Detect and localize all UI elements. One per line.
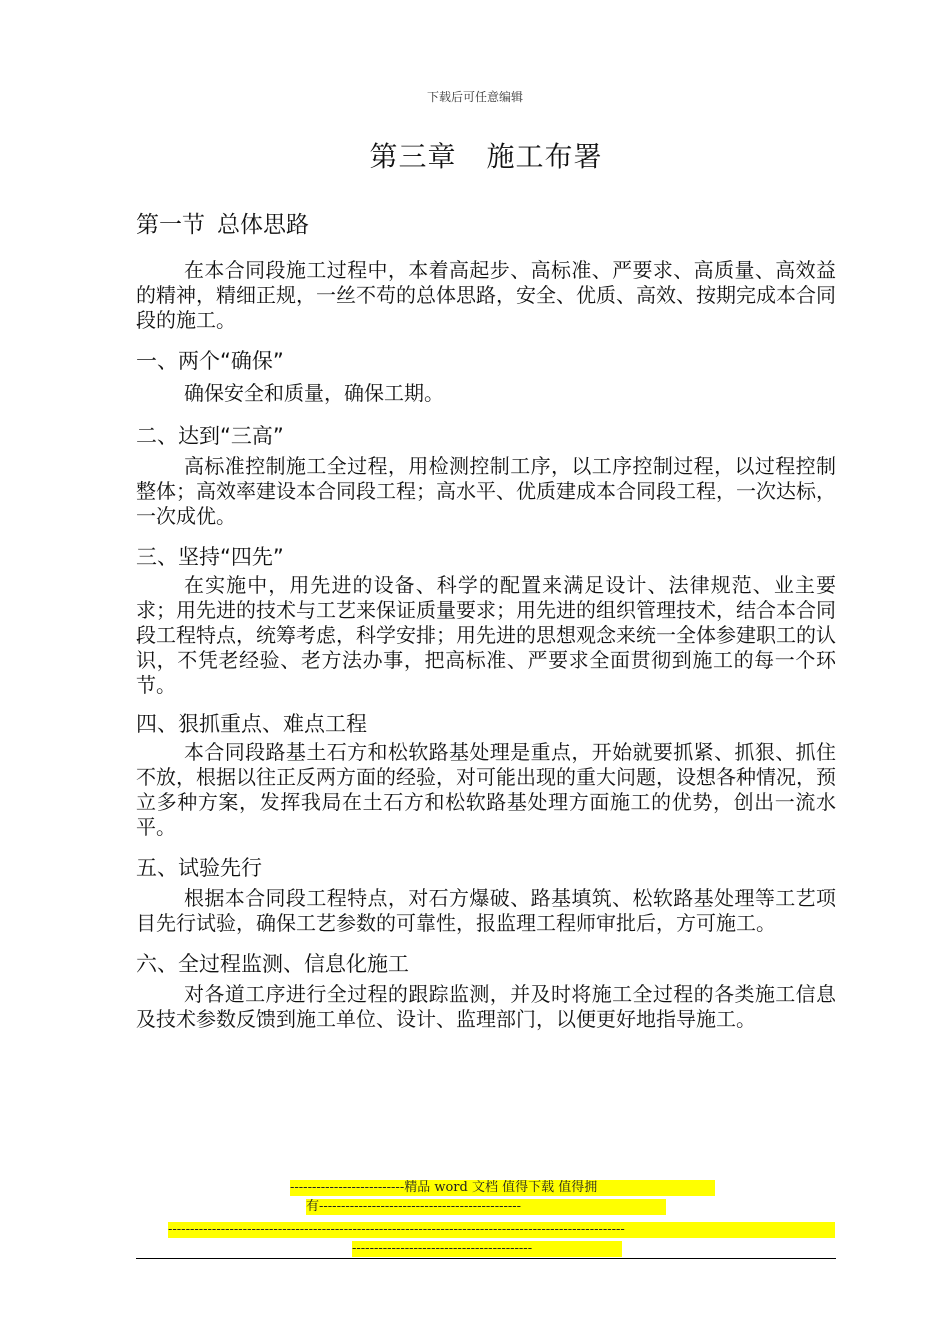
header-note: 下载后可任意编辑: [426, 90, 523, 104]
item-heading-2: 二、达到“三高”: [136, 424, 284, 448]
item-body-5: 根据本合同段工程特点，对石方爆破、路基填筑、松软路基处理等工艺项目先行试验，确保工艺参数的可靠性，报监理工程师审批后，方可施工。: [136, 886, 836, 935]
section-name: 总体思路: [217, 212, 309, 238]
intro-paragraph: 在本合同段施工过程中，本着高起步、高标准、严要求、高质量、高效益的精神，精细正规，一丝不苟的总体思路，安全、优质、高效、按期完成本合同段的施工。: [136, 258, 836, 332]
item-body-3: 在实施中，用先进的设备、科学的配置来满足设计、法律规范、业主要求；用先进的技术与工艺来保证质量要求；用先进的组织管理技术，结合本合同段工程特点，统筹考虑，科学安排；用先进的思想观念来统一全体参建职工的认识，不凭老经验、老方法办事，把高标准、严要求全面贯彻到施工的每一个环节。: [136, 573, 836, 697]
footer-line-1: --------------------------精品 word 文档 值得下载 值得拥: [290, 1180, 715, 1196]
item-body-4: 本合同段路基土石方和松软路基处理是重点，开始就要抓紧、抓狠、抓住不放，根据以往正反两方面的经验，对可能出现的重大问题，设想各种情况，预立多种方案，发挥我局在土石方和松软路基处理方面施工的优势，创出一流水平。: [136, 740, 836, 839]
footer-line-2: 有----------------------------------------------: [306, 1199, 666, 1215]
chapter-label: 第三章: [369, 140, 457, 173]
footer-line-4: -----------------------------------------: [352, 1241, 622, 1257]
section-label: 第一节: [136, 212, 205, 238]
footer-divider: [136, 1258, 836, 1259]
item-heading-3: 三、坚持“四先”: [136, 545, 284, 569]
item-heading-6: 六、全过程监测、信息化施工: [136, 952, 409, 976]
section-title: [136, 206, 309, 239]
item-body-1: 确保安全和质量，确保工期。: [184, 381, 444, 405]
item-heading-5: 五、试验先行: [136, 856, 262, 880]
item-heading-1: 一、两个“确保”: [136, 349, 284, 373]
item-body-6: 对各道工序进行全过程的跟踪监测，并及时将施工全过程的各类施工信息及技术参数反馈到施工单位、设计、监理部门，以便更好地指导施工。: [136, 982, 836, 1031]
item-heading-4: 四、狠抓重点、难点工程: [136, 712, 367, 736]
item-body-2: 高标准控制施工全过程，用检测控制工序，以工序控制过程，以过程控制整体；高效率建设本合同段工程；高水平、优质建成本合同段工程，一次达标，一次成优。: [136, 454, 836, 528]
chapter-title: [0, 135, 950, 175]
chapter-name: 施工布署: [486, 140, 603, 173]
footer-line-3: --------------------------------------------------------------------------------------------------------: [168, 1222, 835, 1238]
content-body: [136, 258, 836, 1032]
